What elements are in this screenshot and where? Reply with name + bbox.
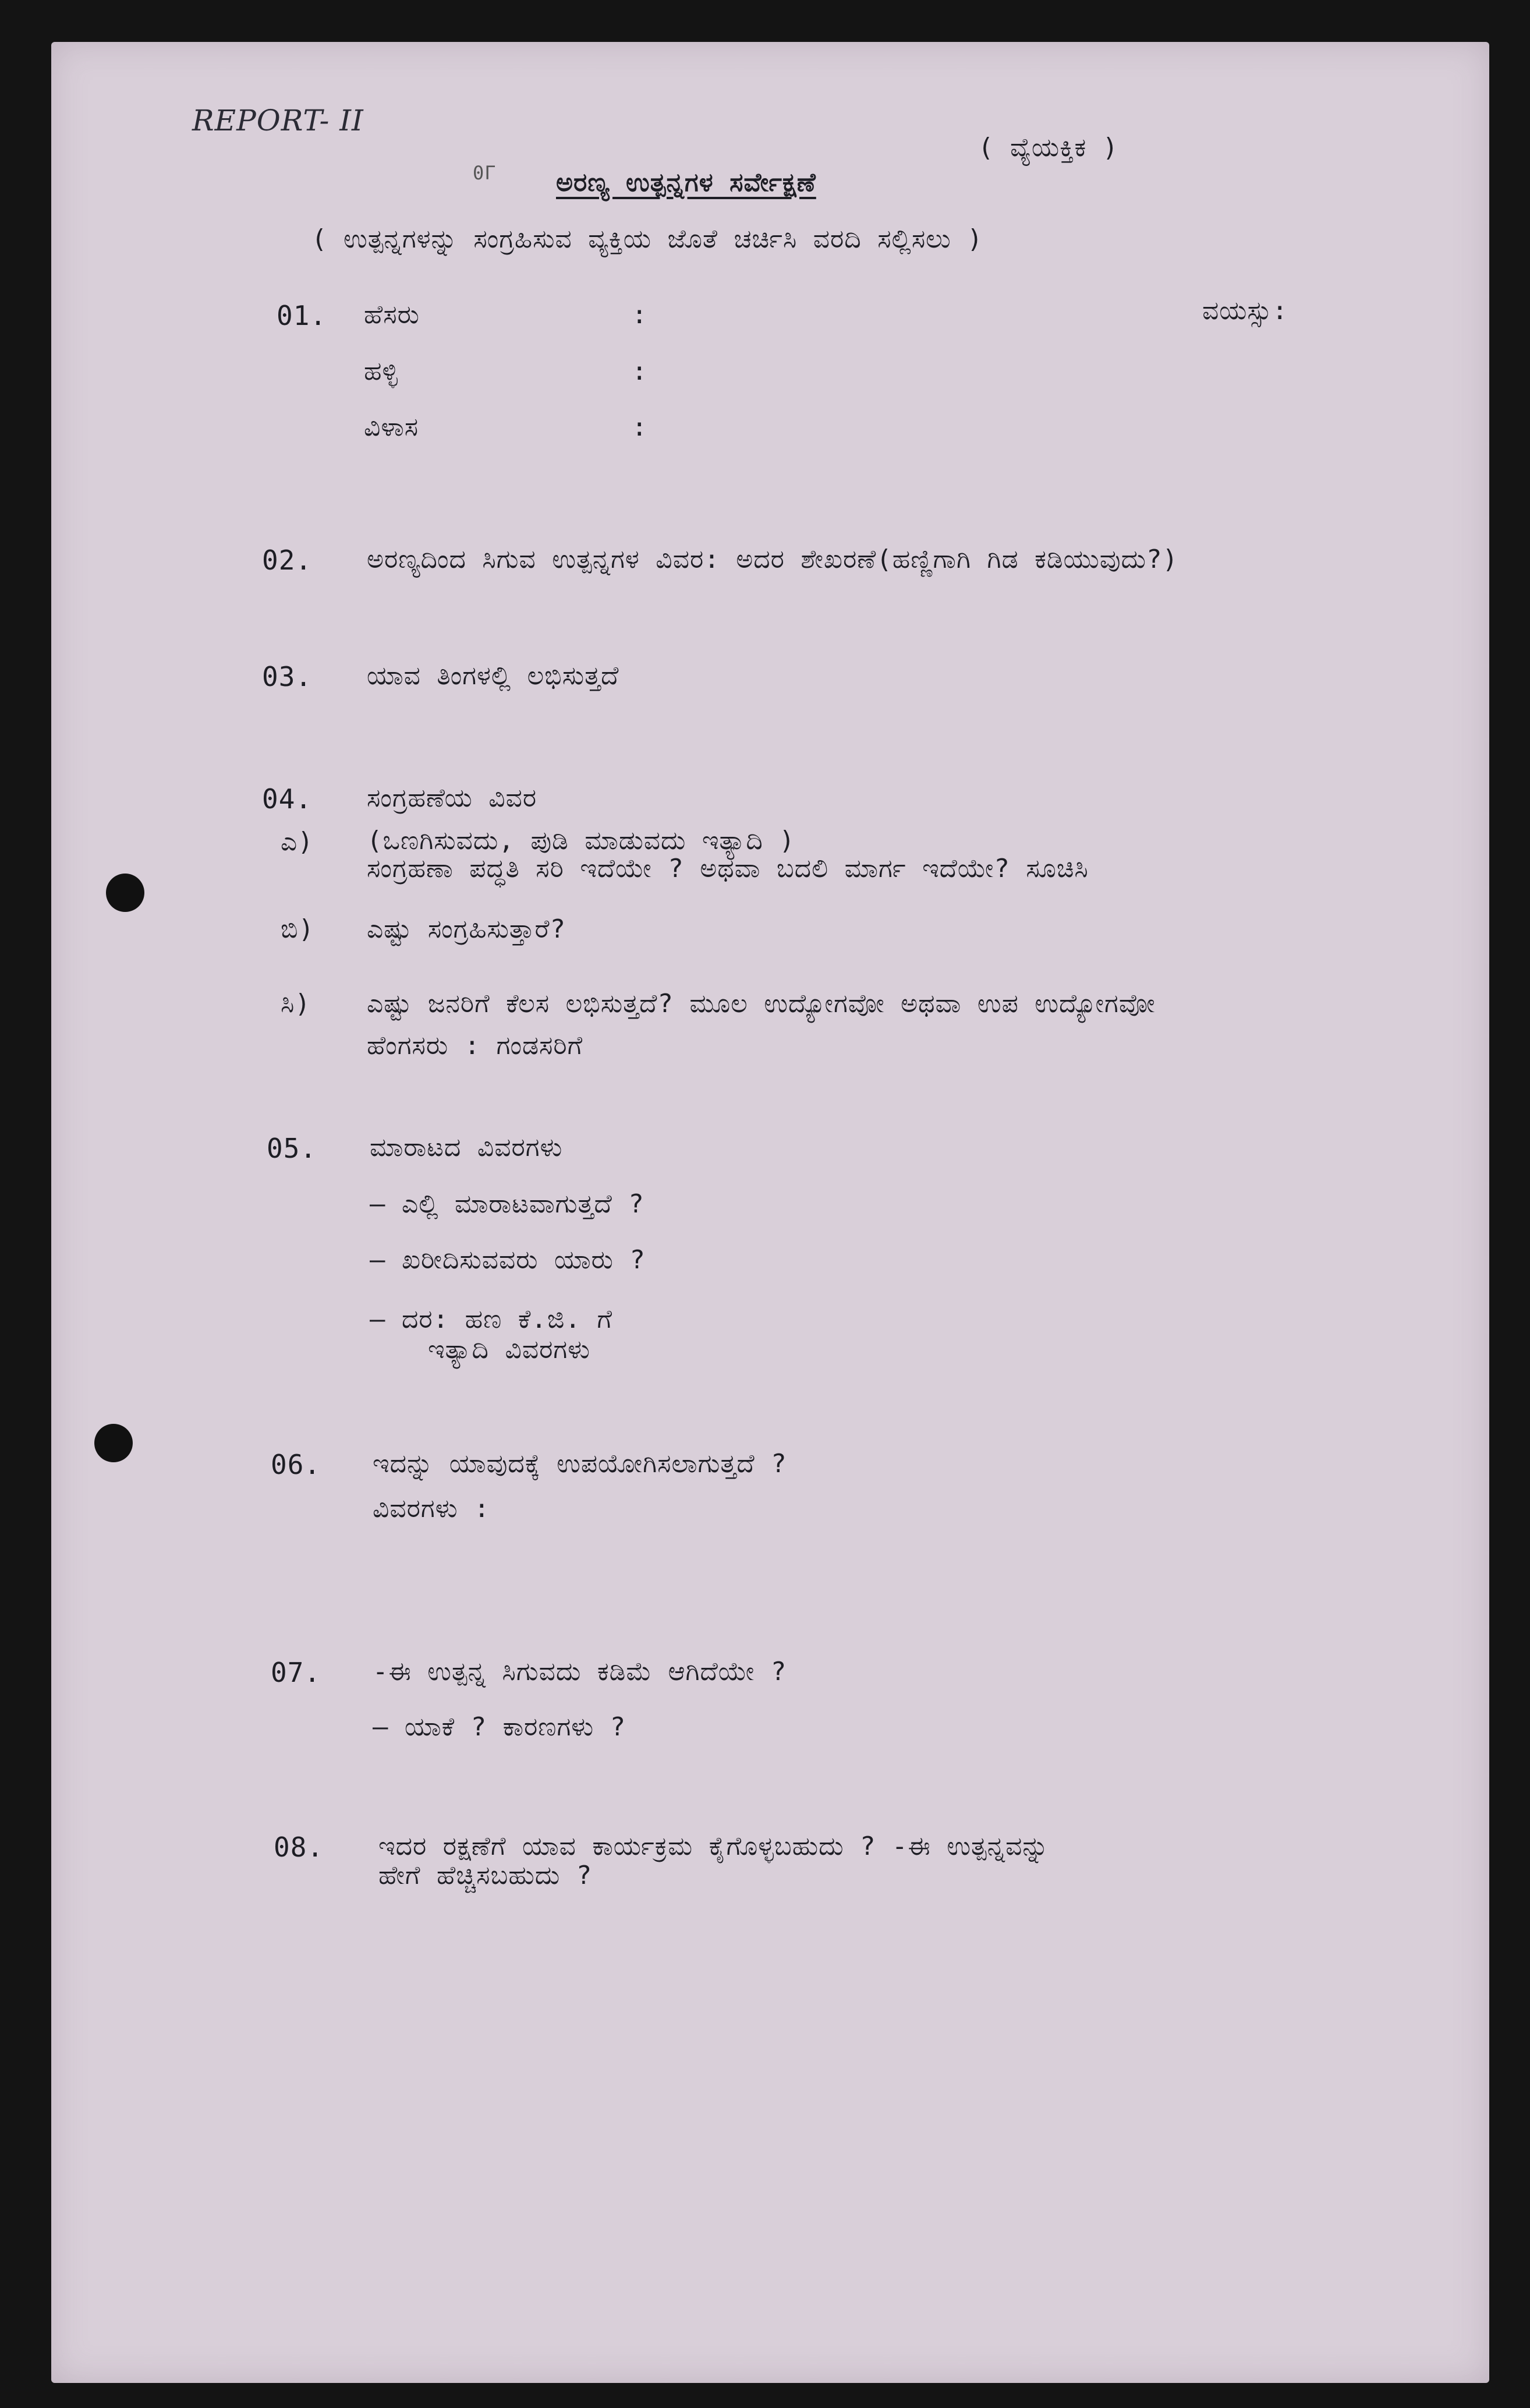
- q01-village-label: ಹಳ್ಳಿ: [364, 356, 399, 386]
- q05-item-where: — ಎಲ್ಲಿ ಮಾರಾಟವಾಗುತ್ತದೆ ?: [370, 1189, 644, 1219]
- q04-a-line1: (ಒಣಗಿಸುವದು, ಪುಡಿ ಮಾಡುವದು ಇತ್ಯಾದಿ ): [367, 826, 795, 855]
- q04-number: 04.: [262, 783, 313, 815]
- q06-text: ಇದನ್ನು ಯಾವುದಕ್ಕೆ ಉಪಯೋಗಿಸಲಾಗುತ್ತದೆ ?: [373, 1449, 787, 1479]
- q07-sub: — ಯಾಕೆ ? ಕಾರಣಗಳು ?: [373, 1712, 626, 1742]
- stray-mark: 0Г: [473, 162, 497, 184]
- q01-address-label: ವಿಳಾಸ: [364, 412, 419, 442]
- punch-hole-top: [106, 874, 144, 912]
- q05-item-buyers: — ಖರೀದಿಸುವವರು ಯಾರು ?: [370, 1245, 646, 1275]
- q02-number: 02.: [262, 544, 313, 576]
- q08-line2: ಹೇಗೆ ಹೆಚ್ಚಿಸಬಹುದು ?: [378, 1861, 593, 1890]
- q01-name-label: ಹೆಸರು: [364, 300, 420, 330]
- q03-number: 03.: [262, 661, 313, 692]
- q01-address-colon: :: [632, 412, 648, 442]
- q04-b-label: ಬಿ): [281, 914, 315, 944]
- report-label: REPORT- II: [192, 104, 364, 137]
- q03-text: ಯಾವ ತಿಂಗಳಲ್ಲಿ ಲಭಿಸುತ್ತದೆ: [367, 661, 619, 691]
- individual-tag: ( ವ್ಯೆಯಕ್ತಿಕ ): [978, 133, 1119, 162]
- q04-a-line2: ಸಂಗ್ರಹಣಾ ಪದ್ಧತಿ ಸರಿ ಇದೆಯೇ ? ಅಥವಾ ಬದಲಿ ಮಾರ್ಗ ಇದೆಯೇ? ಸೂಚಿಸಿ: [367, 854, 1089, 883]
- q01-number: 01.: [277, 300, 327, 331]
- q05-text: ಮಾರಾಟದ ವಿವರಗಳು: [370, 1133, 563, 1162]
- punch-hole-bottom: [94, 1424, 133, 1462]
- q06-details-label: ವಿವರಗಳು :: [373, 1494, 490, 1523]
- q04-c-label: ಸಿ): [281, 989, 311, 1019]
- q02-text: ಅರಣ್ಯದಿಂದ ಸಿಗುವ ಉತ್ಪನ್ನಗಳ ವಿವರ: ಅದರ ಶೇಖರಣೆ(ಹಣ್ಣಿಗಾಗಿ ಗಿಡ ಕಡಿಯುವುದು?): [367, 544, 1178, 574]
- page-subtitle: ( ಉತ್ಪನ್ನಗಳನ್ನು ಸಂಗ್ರಹಿಸುವ ವ್ಯಕ್ತಿಯ ಜೊತೆ ಚರ್ಚಿಸಿ ವರದಿ ಸಲ್ಲಿಸಲು ): [311, 224, 983, 254]
- q08-number: 08.: [274, 1831, 324, 1863]
- q06-number: 06.: [271, 1449, 321, 1480]
- q05-item-rate: — ದರ: ಹಣ ಕೆ.ಜಿ. ಗೆ: [370, 1304, 613, 1334]
- paper-sheet: [51, 42, 1489, 2383]
- q04-text: ಸಂಗ್ರಹಣೆಯ ವಿವರ: [367, 783, 537, 813]
- q04-a-label: ಎ): [281, 827, 314, 857]
- q07-number: 07.: [271, 1657, 321, 1688]
- q01-age-label: ವಯಸ್ಸು:: [1202, 296, 1288, 326]
- q07-text: -ಈ ಉತ್ಪನ್ನ ಸಿಗುವದು ಕಡಿಮೆ ಆಗಿದೆಯೇ ?: [373, 1657, 787, 1686]
- q04-b-text: ಎಷ್ಟು ಸಂಗ್ರಹಿಸುತ್ತಾರೆ?: [367, 914, 566, 944]
- q05-item-rate-details: ಇತ್ಯಾದಿ ವಿವರಗಳು: [428, 1335, 591, 1364]
- page-title: ಅರಣ್ಯ ಉತ್ಪನ್ನಗಳ ಸರ್ವೇಕ್ಷಣೆ: [556, 168, 816, 197]
- q08-line1: ಇದರ ರಕ್ಷಣೆಗೆ ಯಾವ ಕಾರ್ಯಕ್ರಮ ಕೈಗೊಳ್ಳಬಹುದು ? -ಈ ಉತ್ಪನ್ನವನ್ನು: [378, 1831, 1049, 1861]
- q01-name-colon: :: [632, 300, 648, 330]
- q05-number: 05.: [267, 1133, 317, 1164]
- q01-village-colon: :: [632, 356, 648, 386]
- q04-c-line1: ಎಷ್ಟು ಜನರಿಗೆ ಕೆಲಸ ಲಭಿಸುತ್ತದೆ? ಮೂಲ ಉದ್ಯೋಗವೋ ಅಥವಾ ಉಪ ಉದ್ಯೋಗವೋ: [367, 989, 1156, 1019]
- q04-c-line2: ಹೆಂಗಸರು : ಗಂಡಸರಿಗೆ: [367, 1031, 583, 1060]
